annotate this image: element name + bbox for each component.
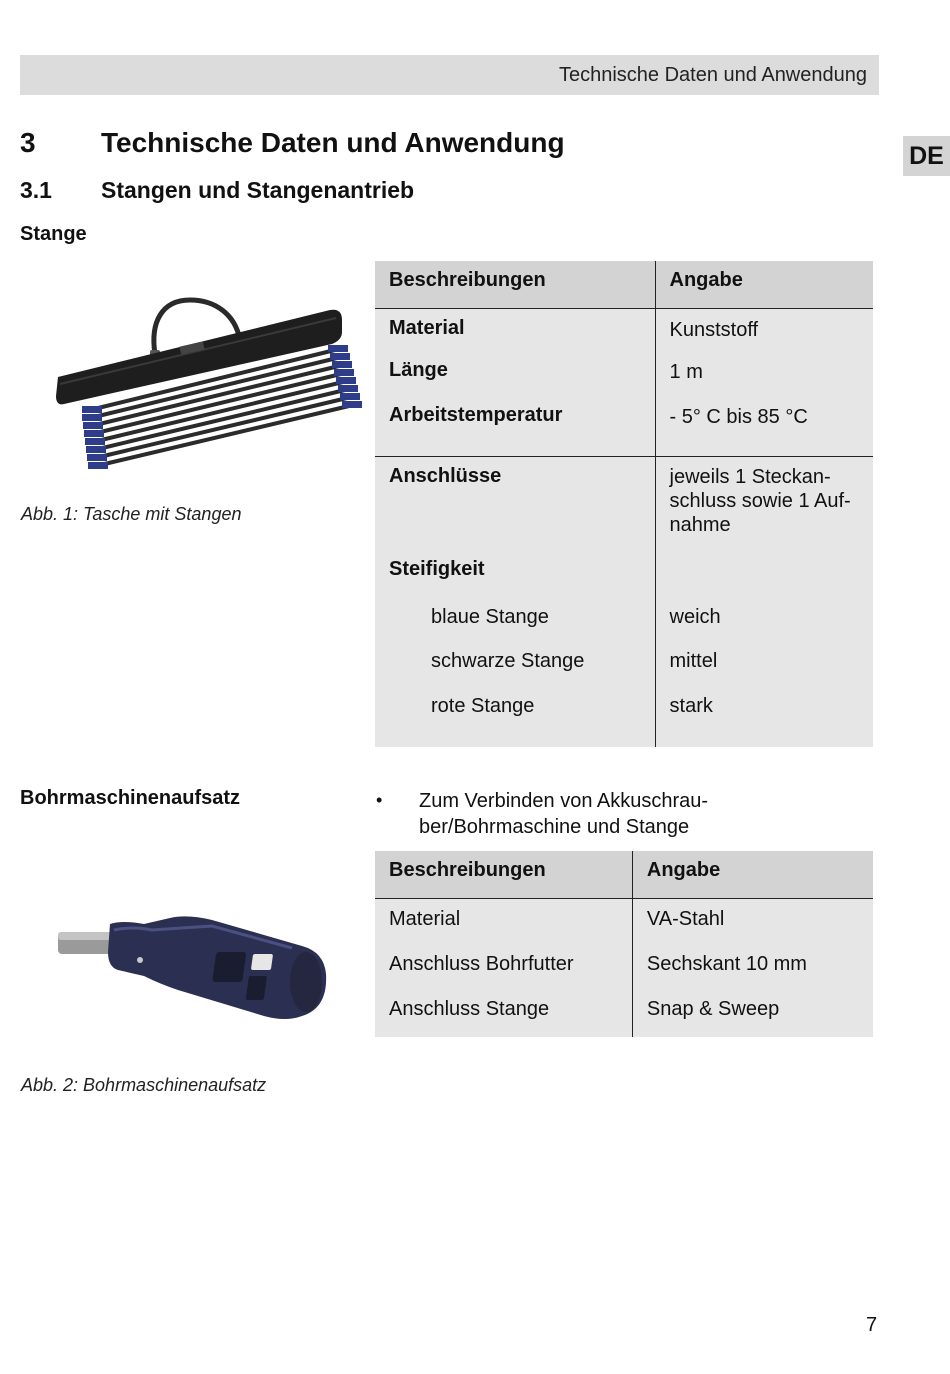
section-number: 3 bbox=[20, 127, 36, 158]
figure-1-caption: Abb. 1: Tasche mit Stangen bbox=[21, 504, 242, 524]
row-value-arbeitstemperatur: - 5° C bis 85 °C bbox=[655, 398, 873, 456]
row-value-anschluesse bbox=[655, 456, 873, 558]
bullet-line-1: Zum Verbinden von Akkuschrau- bbox=[419, 790, 709, 812]
stange-heading: Stange bbox=[20, 223, 87, 245]
row2-label-bohrfutter: Anschluss Bohrfutter bbox=[389, 953, 574, 975]
row2-value-stange: Snap & Sweep bbox=[632, 990, 873, 1037]
running-title: Technische Daten und Anwendung bbox=[558, 64, 867, 86]
bohr-heading: Bohrmaschinenaufsatz bbox=[20, 787, 241, 809]
row-label-arbeitstemperatur: Arbeitstemperatur bbox=[389, 404, 563, 426]
bohr-bullet-text bbox=[419, 788, 799, 840]
figure-2-caption: Abb. 2: Bohrmaschinenaufsatz bbox=[21, 1075, 267, 1095]
section-title: Technische Daten und Anwendung bbox=[101, 127, 565, 158]
rod-bag-image bbox=[50, 292, 370, 482]
row-label-steifigkeit: Steifigkeit bbox=[389, 558, 485, 580]
anschluesse-line-1: jeweils 1 Steckan- bbox=[669, 465, 831, 488]
table-header-beschreibungen: Beschreibungen bbox=[375, 261, 655, 308]
row-label-laenge: Länge bbox=[389, 359, 448, 381]
row2-value-material: VA-Stahl bbox=[632, 898, 873, 944]
table-header-angabe: Angabe bbox=[655, 261, 873, 308]
page-number: 7 bbox=[866, 1314, 878, 1336]
row-value-laenge: 1 m bbox=[655, 353, 873, 398]
anschluesse-line-3: nahme bbox=[669, 513, 731, 536]
row-value-steifigkeit bbox=[655, 558, 873, 604]
table2-header-beschreibungen: Beschreibungen bbox=[375, 851, 632, 898]
bullet-icon: • bbox=[376, 790, 383, 810]
anschluesse-line-2: schluss sowie 1 Auf- bbox=[669, 489, 851, 512]
table2-header-angabe: Angabe bbox=[632, 851, 873, 898]
stange-spec-table bbox=[375, 261, 873, 747]
subsection-number: 3.1 bbox=[20, 177, 52, 203]
row-label-schwarze-stange: schwarze Stange bbox=[431, 650, 585, 672]
bohr-spec-table bbox=[375, 851, 873, 1037]
subsection-title: Stangen und Stangenantrieb bbox=[101, 177, 415, 203]
row-label-material: Material bbox=[389, 316, 465, 339]
row-value-material: Kunststoff bbox=[655, 308, 873, 353]
row-label-blaue-stange: blaue Stange bbox=[431, 606, 549, 628]
row-value-rote-stange: stark bbox=[655, 694, 873, 747]
row2-label-stange: Anschluss Stange bbox=[389, 998, 550, 1020]
language-tab: DE bbox=[903, 136, 950, 176]
row-value-schwarze-stange: mittel bbox=[655, 649, 873, 694]
row2-label-material: Material bbox=[389, 907, 461, 930]
bullet-line-2: ber/Bohrmaschine und Stange bbox=[419, 816, 690, 838]
row-label-rote-stange: rote Stange bbox=[431, 695, 535, 717]
drill-adapter-image bbox=[52, 912, 332, 1027]
running-header bbox=[20, 55, 879, 95]
row-label-anschluesse: Anschlüsse bbox=[389, 464, 502, 487]
row2-value-bohrfutter: Sechskant 10 mm bbox=[632, 944, 873, 990]
row-value-blaue-stange: weich bbox=[655, 604, 873, 649]
